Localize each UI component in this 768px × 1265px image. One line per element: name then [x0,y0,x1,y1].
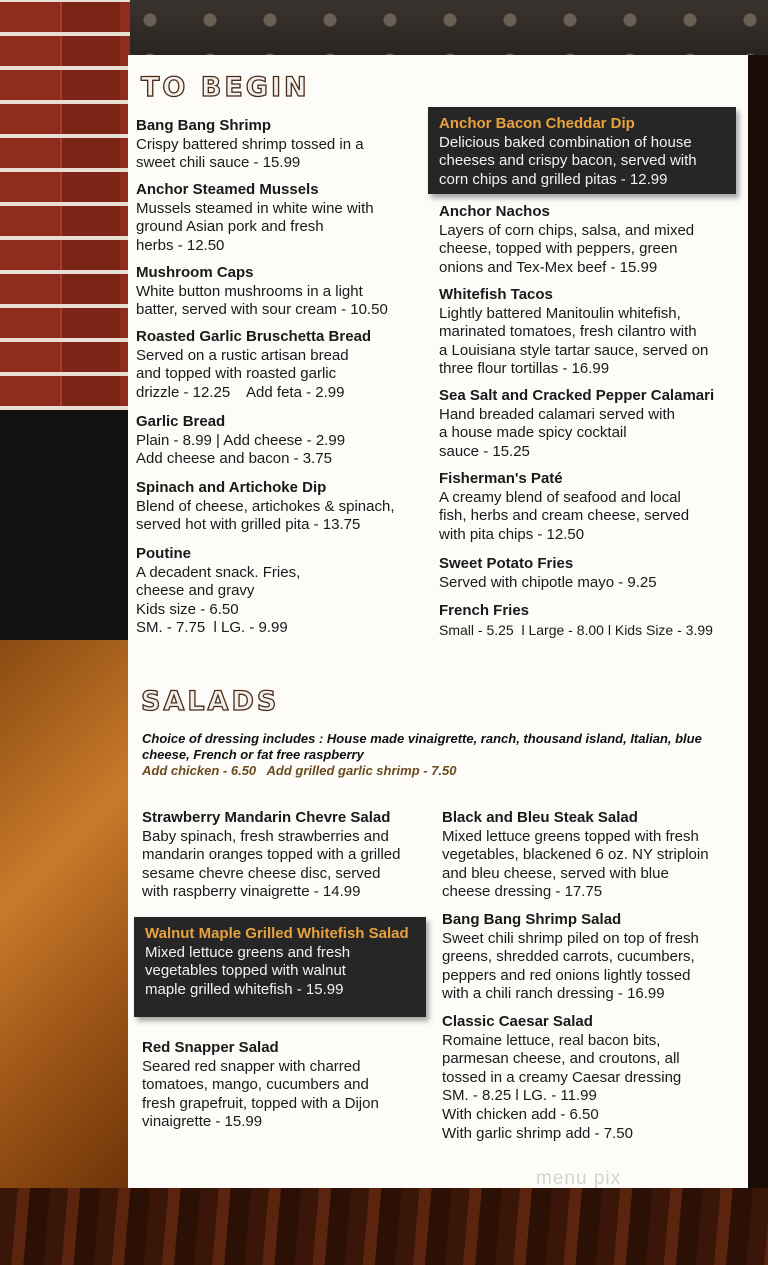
item-description: A decadent snack. Fries, cheese and gravy Kids size - 6.50 SM. - 7.75 l LG. - 9.99 [136,563,301,637]
item-name: French Fries [439,602,530,619]
brick-wall-background [0,0,130,410]
item-name: Strawberry Mandarin Chevre Salad [142,809,391,826]
menu-item-whitefish-tacos [439,286,739,379]
featured-item-walnut-whitefish-salad [134,917,426,1017]
menu-item-strawberry-chevre-salad [142,809,442,902]
item-description: Small - 5.25 l Large - 8.00 l Kids Size - 3.99 [439,621,713,638]
salad-add-ons: Add chicken - 6.50 Add grilled garlic shrimp - 7.50 [142,763,457,778]
item-description: Seared red snapper with charred tomatoes, mango, cucumbers and fresh grapefruit, topped with a Dijon vinaigrette - 15.99 [142,1057,379,1131]
item-name: Red Snapper Salad [142,1039,279,1056]
item-description: Layers of corn chips, salsa, and mixed cheese, topped with peppers, green onions and Tex-Mex beef - 15.99 [439,221,695,276]
salads-heading: SALADS [141,686,280,717]
menu-item-bang-bang-shrimp [136,117,426,173]
menu-item-poutine [136,545,426,638]
item-description: Crispy battered shrimp tossed in a sweet chili sauce - 15.99 [136,135,364,172]
item-description: Delicious baked combination of house cheeses and crispy bacon, served with corn chips and grilled pitas - 12.99 [439,133,697,188]
item-name: Sweet Potato Fries [439,555,574,572]
item-name: Fisherman's Paté [439,470,563,487]
item-name: Spinach and Artichoke Dip [136,479,327,496]
menu-item-nachos [439,203,739,277]
item-name: Bang Bang Shrimp Salad [442,911,622,928]
menu-item-french-fries [439,602,744,639]
dark-panel-background [0,410,130,640]
featured-item-bacon-cheddar-dip [428,107,736,194]
wood-floor-background [0,1188,768,1265]
menu-item-classic-caesar-salad [442,1013,742,1143]
item-description: Sweet chili shrimp piled on top of fresh greens, shredded carrots, cucumbers, peppers and red onions lightly tossed with a chili ranch dressing - 16.99 [442,929,699,1003]
to-begin-heading: TO BEGIN [141,72,310,103]
dressing-options: Choice of dressing includes : House made vinaigrette, ranch, thousand island, Italian, blue cheese, French or fat free raspberry [142,731,702,762]
item-name: Classic Caesar Salad [442,1013,593,1030]
item-description: Lightly battered Manitoulin whitefish, marinated tomatoes, fresh cilantro with a Louisiana style tartar sauce, served on three flour tortillas - 16.99 [439,304,709,378]
item-name: Whitefish Tacos [439,286,553,303]
item-description: Baby spinach, fresh strawberries and mandarin oranges topped with a grilled sesame chevre cheese disc, served with raspberry vinaigrette - 14.99 [142,827,401,901]
item-name: Bang Bang Shrimp [136,117,272,134]
menu-item-sweet-potato-fries [439,555,739,592]
menu-item-garlic-bread [136,413,426,469]
item-description: Served with chipotle mayo - 9.25 [439,573,657,591]
menu-item-calamari [439,387,739,461]
item-name: Anchor Bacon Cheddar Dip [439,115,635,132]
fleur-de-lis-background [0,640,130,1190]
menu-item-fishermans-pate [439,470,739,544]
item-name: Mushroom Caps [136,264,254,281]
item-description: Mussels steamed in white wine with ground Asian pork and fresh herbs - 12.50 [136,199,374,254]
item-description: Mixed lettuce greens topped with fresh vegetables, blackened 6 oz. NY striploin and bleu cheese, served with blue cheese dressing - 17.75 [442,827,709,901]
menu-item-bruschetta [136,328,426,402]
menu-item-mushroom-caps [136,264,426,320]
item-name: Poutine [136,545,191,562]
metal-panel-background [130,0,768,55]
right-border-background [748,55,768,1188]
item-description: Served on a rustic artisan bread and topped with roasted garlic drizzle - 12.25 Add feta - 2.99 [136,346,349,401]
item-description: A creamy blend of seafood and local fish, herbs and cream cheese, served with pita chips - 12.50 [439,488,690,543]
item-description: White button mushrooms in a light batter, served with sour cream - 10.50 [136,282,388,319]
item-description: Plain - 8.99 | Add cheese - 2.99 Add cheese and bacon - 3.75 [136,431,346,468]
item-description: Mixed lettuce greens and fresh vegetables topped with walnut maple grilled whitefish - 15.99 [145,943,351,998]
item-name: Walnut Maple Grilled Whitefish Salad [145,925,409,942]
item-name: Garlic Bread [136,413,226,430]
menu-item-bang-bang-shrimp-salad [442,911,742,1004]
menupix-watermark: menu pix [536,1168,622,1189]
salad-dressing-note [142,731,732,779]
menu-item-red-snapper-salad [142,1039,432,1132]
item-name: Roasted Garlic Bruschetta Bread [136,328,372,345]
item-description: Hand breaded calamari served with a house made spicy cocktail sauce - 15.25 [439,405,675,460]
item-description: Romaine lettuce, real bacon bits, parmesan cheese, and croutons, all tossed in a creamy Caesar dressing SM. - 8.25 l LG. - 11.99 With chicken add - 6.50 With garlic shrimp add - 7.50 [442,1031,682,1142]
menu-item-black-bleu-steak-salad [442,809,742,902]
item-name: Anchor Nachos [439,203,550,220]
menu-item-spinach-dip [136,479,426,535]
item-name: Black and Bleu Steak Salad [442,809,638,826]
menu-item-steamed-mussels [136,181,426,255]
item-name: Anchor Steamed Mussels [136,181,319,198]
item-name: Sea Salt and Cracked Pepper Calamari [439,387,715,404]
item-description: Blend of cheese, artichokes & spinach, served hot with grilled pita - 13.75 [136,497,395,534]
